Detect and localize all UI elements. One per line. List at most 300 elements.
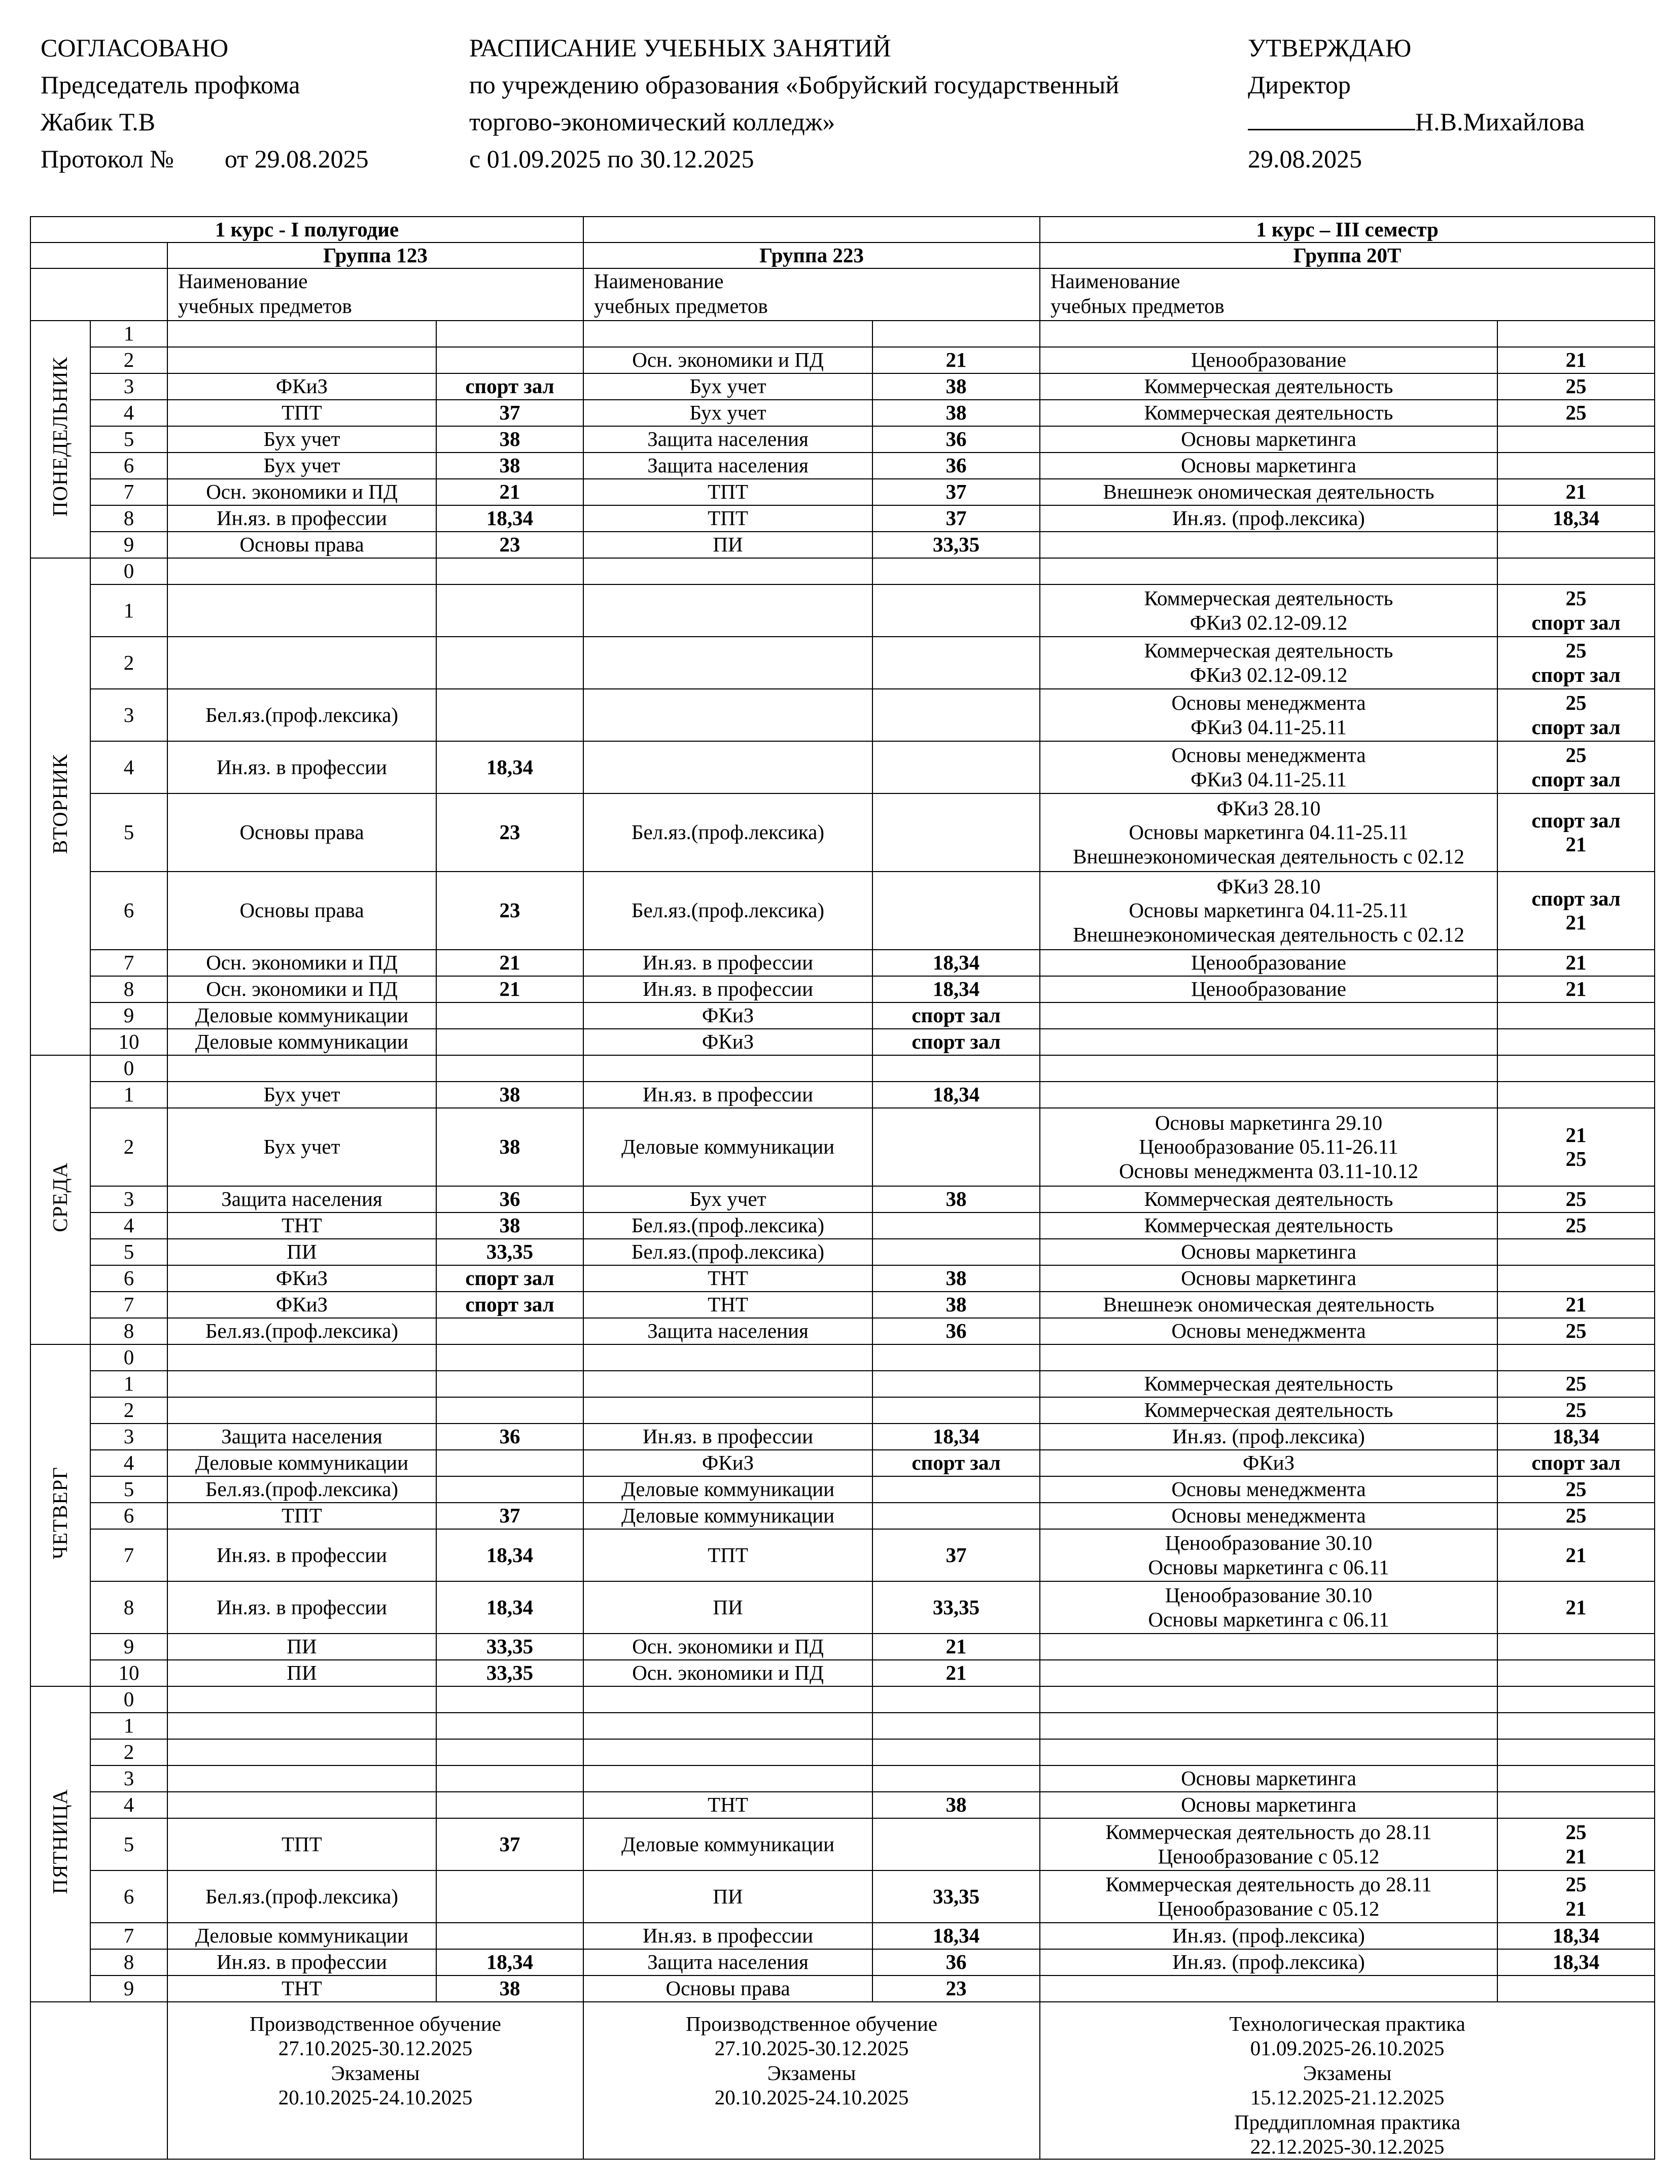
group-20t-room [1497, 584, 1655, 637]
group-20t-room [1497, 1581, 1655, 1634]
group-20t-subject [1040, 1870, 1497, 1923]
group-123-room [436, 373, 583, 400]
footer-line: 01.09.2025-26.10.2025 [1250, 2036, 1445, 2060]
group-123-subject [167, 976, 436, 1002]
cell-line: спорт зал [912, 1451, 1001, 1475]
lesson-number: 8 [90, 1581, 167, 1634]
subject-label-223: Наименование учебных предметов [583, 268, 1040, 321]
group-223-room [872, 1239, 1040, 1265]
group-223-room [872, 741, 1040, 793]
group-223-subject [583, 347, 872, 373]
cell-line: 36 [499, 1187, 520, 1211]
footer-line: 20.10.2025-24.10.2025 [278, 2086, 473, 2109]
group-223-subject [583, 872, 872, 950]
cell-line: Бух учет [689, 401, 766, 425]
group-123-room [436, 1975, 583, 2002]
lesson-row [30, 1975, 1655, 2002]
cell-line: ФКиЗ [702, 1451, 754, 1475]
day-name: СРЕДА [48, 1162, 72, 1232]
group-20t-room [1497, 1792, 1655, 1818]
group-223-subject [583, 1002, 872, 1029]
cell-line: 21 [1565, 1896, 1587, 1920]
group-223-subject [583, 1344, 872, 1371]
group-123-subject [167, 1581, 436, 1634]
lesson-row [30, 347, 1655, 373]
group-223-subject [583, 976, 872, 1002]
group-20t-room [1497, 321, 1655, 347]
group-223-room [872, 1713, 1040, 1739]
group-123-subject [167, 505, 436, 532]
cell-line: ТНТ [282, 1214, 322, 1237]
cell-line: 25 [1565, 586, 1587, 610]
lesson-number: 4 [90, 400, 167, 426]
day-cell [30, 1686, 90, 2002]
group-20t-subject [1040, 1397, 1497, 1424]
group-123-room [436, 1055, 583, 1082]
lesson-number: 6 [90, 872, 167, 950]
group-20t-subject [1040, 1029, 1497, 1055]
group-20t-room [1497, 479, 1655, 505]
cell-line: 18,34 [1552, 506, 1600, 530]
group-20t-room [1497, 1870, 1655, 1923]
course-header-row [30, 217, 1655, 242]
group-20t-room [1497, 793, 1655, 872]
group-223-subject [583, 637, 872, 689]
lesson-row [30, 1002, 1655, 1029]
cell-line: 18,34 [932, 1083, 980, 1106]
group-20t-subject [1040, 584, 1497, 637]
group-223-room [872, 1660, 1040, 1686]
cell-line: Ин.яз. в профессии [217, 1543, 387, 1567]
group-20t-room [1497, 1186, 1655, 1212]
group-123-subject [167, 1450, 436, 1476]
cell-line: 37 [946, 506, 967, 530]
lesson-row [30, 1424, 1655, 1450]
cell-line: ФКиЗ 04.11-25.11 [1191, 767, 1347, 791]
lesson-number: 6 [90, 453, 167, 479]
lesson-row [30, 505, 1655, 532]
group-123-room [436, 950, 583, 976]
group-header-row [30, 242, 1655, 268]
cell-line: 18,34 [932, 951, 980, 975]
institution-line-2: торгово-экономический колледж» [469, 108, 835, 136]
group-20t-room [1497, 400, 1655, 426]
cell-line: Бух учет [263, 1135, 340, 1159]
group-223-subject [583, 505, 872, 532]
cell-line: 23 [499, 898, 520, 922]
group-123-room [436, 558, 583, 584]
group-123-subject [167, 1792, 436, 1818]
lesson-row [30, 453, 1655, 479]
cell-line: 25 [1565, 743, 1587, 767]
lesson-row [30, 1739, 1655, 1765]
cell-line: Деловые коммуникации [621, 1135, 835, 1159]
cell-line: ПИ [713, 1595, 743, 1619]
group-20t-room [1497, 1002, 1655, 1029]
cell-line: ТНТ [708, 1793, 748, 1817]
lesson-number: 8 [90, 1318, 167, 1344]
group-123-room [436, 347, 583, 373]
cell-line: 18,34 [1552, 1425, 1600, 1448]
cell-line: Деловые коммуникации [195, 1003, 409, 1027]
group-223-subject [583, 741, 872, 793]
group-223-subject [583, 950, 872, 976]
cell-line: Коммерческая деятельность до 28.11 [1105, 1873, 1432, 1896]
lesson-row [30, 950, 1655, 976]
lesson-row [30, 532, 1655, 558]
group-123-subject [167, 1239, 436, 1265]
cell-line: спорт зал [465, 1266, 554, 1290]
group-223-subject [583, 321, 872, 347]
group-20t-subject [1040, 1424, 1497, 1450]
approve-title: УТВЕРЖДАЮ [1248, 33, 1412, 62]
group-223-room [872, 1581, 1040, 1634]
approval-block [41, 29, 369, 178]
group-223-room [872, 1739, 1040, 1765]
group-123-subject [167, 453, 436, 479]
cell-line: Осн. экономики и ПД [206, 977, 398, 1001]
cell-line: 21 [946, 1635, 967, 1658]
group-223-room [872, 505, 1040, 532]
cell-line: ПИ [287, 1661, 317, 1685]
cell-line: 25 [1565, 639, 1587, 663]
lesson-number: 7 [90, 479, 167, 505]
group-123-room [436, 532, 583, 558]
lesson-number: 2 [90, 347, 167, 373]
cell-line: Бел.яз.(проф.лексика) [632, 1214, 825, 1237]
cell-line: Ин.яз. (проф.лексика) [1172, 1950, 1365, 1974]
union-chair-name: Жабик Т.В [41, 108, 156, 136]
cell-line: 21 [499, 977, 520, 1001]
cell-line: 37 [499, 1504, 520, 1528]
group-223-subject [583, 1424, 872, 1450]
group-223-room [872, 637, 1040, 689]
cell-line: Ин.яз. в профессии [643, 977, 814, 1001]
group-223-subject [583, 1503, 872, 1529]
subject-label-row [30, 268, 1655, 321]
group-20t-room [1497, 1450, 1655, 1476]
cell-line: спорт зал [465, 1293, 554, 1316]
cell-line: 25 [1565, 1873, 1587, 1896]
group-123-subject [167, 1292, 436, 1318]
group-123-room [436, 1265, 583, 1292]
group-123-subject [167, 1186, 436, 1212]
lesson-number: 1 [90, 1371, 167, 1397]
group-123-subject [167, 584, 436, 637]
cell-line: 21 [1565, 977, 1587, 1001]
group-20t-room [1497, 1975, 1655, 2002]
cell-line: ФКиЗ [275, 1266, 328, 1290]
group-223-room [872, 1476, 1040, 1503]
group-223-room [872, 1212, 1040, 1239]
group-20t-room [1497, 1397, 1655, 1424]
group-123-subject [167, 532, 436, 558]
group-20t-room [1497, 689, 1655, 741]
cell-line: Деловые коммуникации [621, 1832, 835, 1856]
cell-line: Осн. экономики и ПД [206, 951, 398, 975]
group-223-room [872, 1029, 1040, 1055]
group-223-room [872, 321, 1040, 347]
cell-line: Внешнеэкономическая деятельность с 02.12 [1073, 922, 1464, 946]
group-20t-subject [1040, 1792, 1497, 1818]
group-123-room [436, 453, 583, 479]
cell-line: Ин.яз. в профессии [643, 1425, 814, 1448]
cell-line: Защита населения [221, 1187, 382, 1211]
group-20t-room [1497, 1082, 1655, 1108]
cell-line: 33,35 [932, 533, 980, 557]
cell-line: 21 [1565, 911, 1587, 934]
lesson-row [30, 1265, 1655, 1292]
group-223-room [872, 1975, 1040, 2002]
group-223-subject [583, 1923, 872, 1949]
group-223-room [872, 976, 1040, 1002]
group-20t-subject [1040, 373, 1497, 400]
cell-line: Бел.яз.(проф.лексика) [205, 1319, 398, 1343]
group-20t-subject [1040, 426, 1497, 453]
group-223-room [872, 1292, 1040, 1318]
lesson-row [30, 1397, 1655, 1424]
lesson-number: 2 [90, 1108, 167, 1186]
cell-line: ТПТ [282, 401, 322, 425]
agreed-title: СОГЛАСОВАНО [41, 33, 229, 62]
cell-line: Основы менеджмента [1171, 743, 1366, 767]
group-123-subject [167, 321, 436, 347]
group-123-room [436, 479, 583, 505]
group-20t-room [1497, 1055, 1655, 1082]
group-223-subject [583, 532, 872, 558]
lesson-row [30, 1818, 1655, 1870]
cell-line: Коммерческая деятельность [1144, 586, 1393, 610]
group-20t-subject [1040, 1529, 1497, 1581]
cell-line: 38 [946, 1266, 967, 1290]
lesson-row [30, 1082, 1655, 1108]
group-123-room [436, 1450, 583, 1476]
lesson-row [30, 1949, 1655, 1975]
group-123-room [436, 1686, 583, 1713]
lesson-number: 5 [90, 1818, 167, 1870]
cell-line: ТНТ [708, 1293, 748, 1316]
group-20t-subject [1040, 1739, 1497, 1765]
footer-line: 15.12.2025-21.12.2025 [1250, 2086, 1445, 2109]
lesson-number: 1 [90, 321, 167, 347]
group-123-room [436, 1371, 583, 1397]
signature-underline [1248, 105, 1415, 130]
lesson-row [30, 1476, 1655, 1503]
cell-line: Внешнеэк ономическая деятельность [1103, 1293, 1434, 1316]
footer-group-123 [167, 2002, 583, 2159]
lesson-row [30, 1108, 1655, 1186]
lesson-row [30, 1686, 1655, 1713]
lesson-number: 8 [90, 505, 167, 532]
lesson-number: 5 [90, 793, 167, 872]
lesson-number: 3 [90, 1424, 167, 1450]
director-signature-line [1248, 103, 1585, 141]
group-20t-room [1497, 1424, 1655, 1450]
footer-line: 27.10.2025-30.12.2025 [278, 2036, 473, 2060]
lesson-row [30, 1634, 1655, 1660]
cell-line: Деловые коммуникации [621, 1504, 835, 1528]
cell-line: 25 [1565, 1147, 1587, 1170]
group-20t-subject [1040, 1581, 1497, 1634]
cell-line: Бел.яз.(проф.лексика) [205, 1884, 398, 1908]
lesson-number: 7 [90, 1923, 167, 1949]
lesson-number: 10 [90, 1029, 167, 1055]
cell-line: ФКиЗ 28.10 [1216, 796, 1321, 820]
group-123-subject [167, 558, 436, 584]
cell-line: 38 [499, 427, 520, 451]
cell-line: 18,34 [486, 1595, 534, 1619]
group-123-room [436, 1292, 583, 1318]
cell-line: 18,34 [1552, 1950, 1600, 1974]
group-20t-subject [1040, 532, 1497, 558]
lesson-number: 3 [90, 373, 167, 400]
group-123-room [436, 321, 583, 347]
cell-line: ПИ [713, 533, 743, 557]
cell-line: 33,35 [486, 1635, 534, 1658]
group-20t-subject [1040, 1713, 1497, 1739]
cell-line: Ин.яз. в профессии [217, 755, 387, 779]
group-223-subject [583, 1476, 872, 1503]
group-223-subject [583, 373, 872, 400]
group-223-room [872, 479, 1040, 505]
group-123-room [436, 1660, 583, 1686]
group-20t-room [1497, 1318, 1655, 1344]
cell-line: Основы менеджмента 03.11-10.12 [1119, 1159, 1418, 1183]
course-right-header: 1 курс – III семестр [1040, 217, 1655, 242]
lesson-row [30, 1870, 1655, 1923]
group-123-room [436, 1818, 583, 1870]
lesson-number: 8 [90, 1949, 167, 1975]
group-223-subject [583, 689, 872, 741]
cell-line: Ценообразование [1191, 348, 1346, 372]
group-20t-subject [1040, 637, 1497, 689]
confirmation-block [1248, 29, 1585, 178]
group-123-room [436, 1529, 583, 1581]
lesson-number: 2 [90, 1739, 167, 1765]
cell-line: ПИ [287, 1240, 317, 1264]
group-223-room [872, 1634, 1040, 1660]
subject-label-123: Наименование учебных предметов [167, 268, 583, 321]
cell-line: ТНТ [708, 1266, 748, 1290]
cell-line: 25 [1565, 401, 1587, 425]
group-20t-subject [1040, 976, 1497, 1002]
cell-line: 37 [499, 1832, 520, 1856]
group-20t-room [1497, 1371, 1655, 1397]
group-123-subject [167, 1923, 436, 1949]
cell-line: 25 [1565, 1398, 1587, 1422]
group-223-room [872, 558, 1040, 584]
group-223-subject [583, 1634, 872, 1660]
institution-line-1: по учреждению образования «Бобруйский государственный [469, 71, 1119, 99]
cell-line: Основы менеджмента [1171, 1477, 1366, 1501]
group-223-subject [583, 453, 872, 479]
group-123-subject [167, 1397, 436, 1424]
cell-line: 18,34 [932, 977, 980, 1001]
group-223-subject [583, 1397, 872, 1424]
cell-line: Защита населения [221, 1425, 382, 1448]
cell-line: Ин.яз. в профессии [217, 506, 387, 530]
group-123-subject [167, 1371, 436, 1397]
cell-line: Деловые коммуникации [195, 1030, 409, 1054]
cell-line: 21 [1565, 1123, 1587, 1147]
group-20t-subject [1040, 400, 1497, 426]
group-20t-room [1497, 558, 1655, 584]
group-123-room [436, 1739, 583, 1765]
group-20t-subject [1040, 950, 1497, 976]
lesson-row [30, 426, 1655, 453]
group-223-room [872, 426, 1040, 453]
group-223-subject [583, 558, 872, 584]
lesson-row [30, 872, 1655, 950]
cell-line: Ценообразование с 05.12 [1158, 1896, 1380, 1920]
lesson-number: 9 [90, 1634, 167, 1660]
group-223-subject [583, 1450, 872, 1476]
group-20t-subject [1040, 453, 1497, 479]
cell-line: ФКиЗ [1242, 1451, 1295, 1475]
footer-group-223 [583, 2002, 1040, 2159]
lesson-row [30, 1503, 1655, 1529]
group-123-room [436, 1503, 583, 1529]
lesson-row [30, 1055, 1655, 1082]
group-20t-subject [1040, 1265, 1497, 1292]
group-20t-subject [1040, 1818, 1497, 1870]
cell-line: Основы маркетинга [1181, 454, 1356, 477]
group-20t-subject [1040, 689, 1497, 741]
cell-line: Деловые коммуникации [195, 1924, 409, 1948]
group-223-subject [583, 1055, 872, 1082]
lesson-row [30, 793, 1655, 872]
group-123-subject [167, 1529, 436, 1581]
group-223-room [872, 1503, 1040, 1529]
cell-line: ФКиЗ [702, 1030, 754, 1054]
cell-line: Основы менеджмента [1171, 691, 1366, 715]
group-20t-subject [1040, 1344, 1497, 1371]
lesson-number: 0 [90, 558, 167, 584]
group-223-subject [583, 1292, 872, 1318]
group-223-room [872, 400, 1040, 426]
cell-line: 38 [946, 374, 967, 398]
group-123-subject [167, 1344, 436, 1371]
lesson-row [30, 558, 1655, 584]
group-20t-subject [1040, 1239, 1497, 1265]
lesson-number: 0 [90, 1686, 167, 1713]
cell-line: Бел.яз.(проф.лексика) [205, 703, 398, 726]
cell-line: 23 [946, 1977, 967, 2000]
day-name: ВТОРНИК [48, 754, 72, 854]
group-223-subject [583, 1371, 872, 1397]
cell-line: Основы маркетинга с 06.11 [1148, 1607, 1389, 1631]
director-name: Н.В.Михайлова [1415, 108, 1585, 136]
lesson-number: 4 [90, 1450, 167, 1476]
cell-line: ФКиЗ [275, 1293, 328, 1316]
cell-line: Коммерческая деятельность до 28.11 [1105, 1820, 1432, 1844]
group-223-room [872, 1002, 1040, 1029]
group-123-subject [167, 1818, 436, 1870]
day-name: ЧЕТВЕРГ [48, 1466, 72, 1559]
cell-line: 21 [499, 480, 520, 504]
group-20t-room [1497, 347, 1655, 373]
group-123-room [436, 689, 583, 741]
cell-line: Бел.яз.(проф.лексика) [632, 898, 825, 922]
group-223-room [872, 1923, 1040, 1949]
group-20t-room [1497, 1476, 1655, 1503]
day-cell [30, 321, 90, 558]
lesson-row [30, 1186, 1655, 1212]
group-223-room [872, 453, 1040, 479]
group-123-subject [167, 1002, 436, 1029]
group-123-subject [167, 1212, 436, 1239]
cell-line: 38 [946, 1187, 967, 1211]
